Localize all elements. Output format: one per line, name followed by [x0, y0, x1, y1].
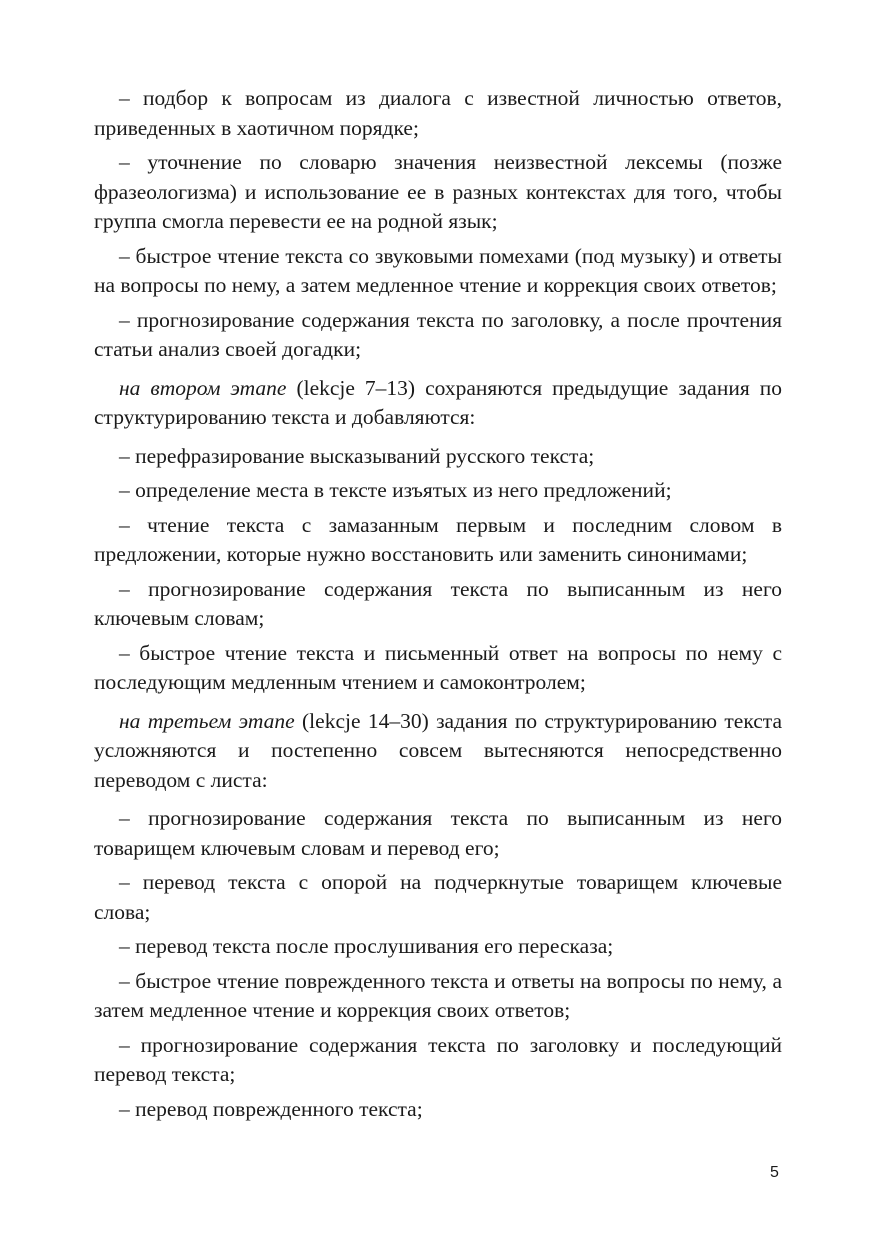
section-text: (lekcje 7–13) сохраняются предыдущие задания по структурированию текста и добавляются: — [94, 375, 782, 429]
list-item: – прогнозирование содержания текста по заголовку, а после прочтения статьи анализ своей догадки; — [94, 307, 782, 361]
list-item: – быстрое чтение текста и письменный ответ на вопросы по нему с последующим медленным чтением и самоконтролем; — [94, 640, 782, 694]
stage-label: на втором этапе — [119, 375, 287, 400]
list-item: – подбор к вопросам из диалога с известной личностью ответов, приведенных в хаотичном порядке; — [94, 86, 782, 140]
list-item: – быстрое чтение поврежденного текста и ответы на вопросы по нему, а затем медленное чтение и коррекция своих ответов; — [94, 968, 782, 1022]
section-intro-stage-2 — [94, 374, 782, 433]
list-item: – перевод поврежденного текста; — [119, 1096, 423, 1121]
list-item: – прогнозирование содержания текста по выписанным из него ключевым словам; — [94, 576, 782, 630]
list-item: – прогнозирование содержания текста по заголовку и последующий перевод текста; — [94, 1032, 782, 1086]
section-intro-stage-3 — [94, 707, 782, 796]
list-item: – прогнозирование содержания текста по выписанным из него товарищем ключевым словам и перевод его; — [94, 806, 782, 860]
stage-label: на третьем этапе — [119, 708, 295, 733]
list-item: – быстрое чтение текста со звуковыми помехами (под музыку) и ответы на вопросы по нему, а затем медленное чтение и коррекция своих ответов; — [94, 243, 782, 297]
list-item: – перевод текста с опорой на подчеркнутые товарищем ключевые слова; — [94, 870, 782, 924]
list-item: – чтение текста с замазанным первым и последним словом в предложении, которые нужно восстановить или заменить синонимами; — [94, 512, 782, 566]
section-text: (lekcje 14–30) задания по структурированию текста усложняются и постепенно совсем вытесняются непосредственно переводом с листа: — [94, 708, 782, 792]
list-item: – перефразирование высказываний русского текста; — [119, 443, 595, 468]
list-item: – перевод текста после прослушивания его пересказа; — [119, 934, 614, 958]
list-item: – определение места в тексте изъятых из него предложений; — [119, 478, 672, 502]
list-item: – уточнение по словарю значения неизвестной лексемы (позже фразеологизма) и использование ее в разных контекстах для того, чтобы группа смогла перевести ее на родной язык; — [94, 150, 782, 233]
page-number: 5 — [770, 1164, 779, 1181]
page-body — [94, 84, 782, 1124]
